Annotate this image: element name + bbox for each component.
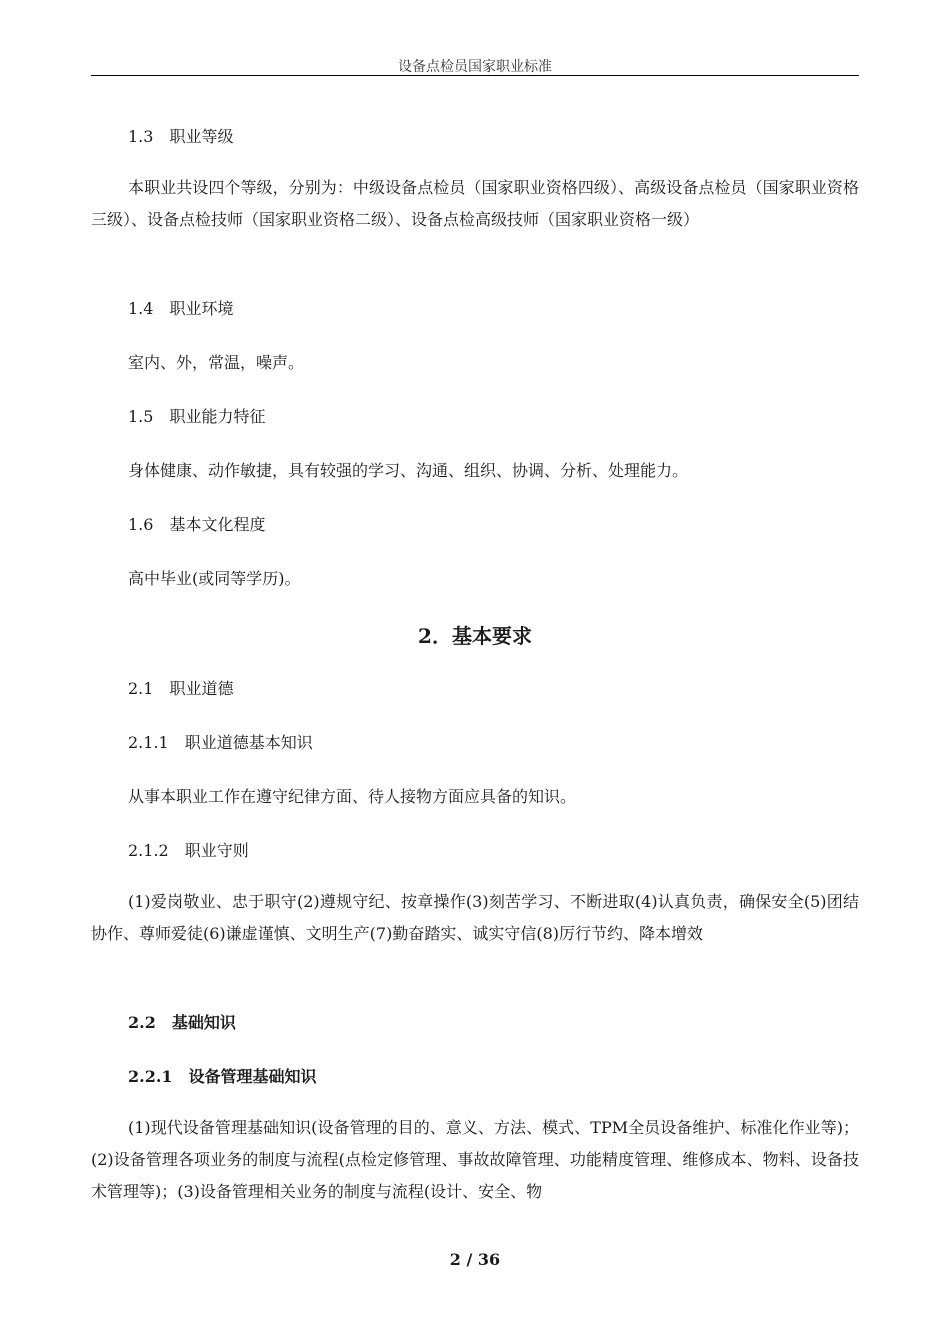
header-divider	[91, 75, 859, 76]
page-number: 2 / 36	[449, 1250, 501, 1269]
section-1-4-text: 室内、外，常温，噪声。	[128, 353, 305, 372]
section-1-5-text: 身体健康、动作敏捷，具有较强的学习、沟通、组织、协调、分析、处理能力。	[128, 461, 689, 480]
section-2-2-1-heading: 2.2.1 设备管理基础知识	[128, 1067, 317, 1086]
section-1-6-heading: 1.6 基本文化程度	[128, 515, 266, 534]
section-2-1-1-text: 从事本职业工作在遵守纪律方面、待人接物方面应具备的知识。	[128, 787, 577, 806]
section-2-1-heading: 2.1 职业道德	[128, 679, 234, 698]
section-1-6-text: 高中毕业(或同等学历)。	[128, 569, 301, 588]
page-header-title: 设备点检员国家职业标准	[398, 59, 552, 75]
section-2-2-1-text: (1)现代设备管理基础知识(设备管理的目的、意义、方法、模式、TPM全员设备维护、标准化作业等)；(2)设备管理各项业务的制度与流程(点检定修管理、事故故障管理、功能精度管理、维修成本、物料、设备技术管理等)；(3)设备管理相关业务的制度与流程(设计、安全、物	[91, 1118, 859, 1201]
section-2-1-2-text: (1)爱岗敬业、忠于职守(2)遵规守纪、按章操作(3)刻苦学习、不断进取(4)认真负责，确保安全(5)团结协作、尊师爱徒(6)谦虚谨慎、文明生产(7)勤奋踏实、诚实守信(8)厉行节约、降本增效	[91, 892, 859, 943]
section-1-5-heading: 1.5 职业能力特征	[128, 407, 266, 426]
section-2-2-heading: 2.2 基础知识	[128, 1013, 236, 1032]
section-1-3-heading: 1.3 职业等级	[128, 127, 234, 146]
section-1-3-text: 本职业共设四个等级，分别为：中级设备点检员（国家职业资格四级）、高级设备点检员（国家职业资格三级）、设备点检技师（国家职业资格二级）、设备点检高级技师（国家职业资格一级）	[91, 178, 859, 229]
section-2-1-1-heading: 2.1.1 职业道德基本知识	[128, 733, 313, 752]
chapter-2-title: 2．基本要求	[418, 624, 532, 648]
section-1-4-heading: 1.4 职业环境	[128, 299, 234, 318]
section-2-1-2-heading: 2.1.2 职业守则	[128, 841, 249, 860]
